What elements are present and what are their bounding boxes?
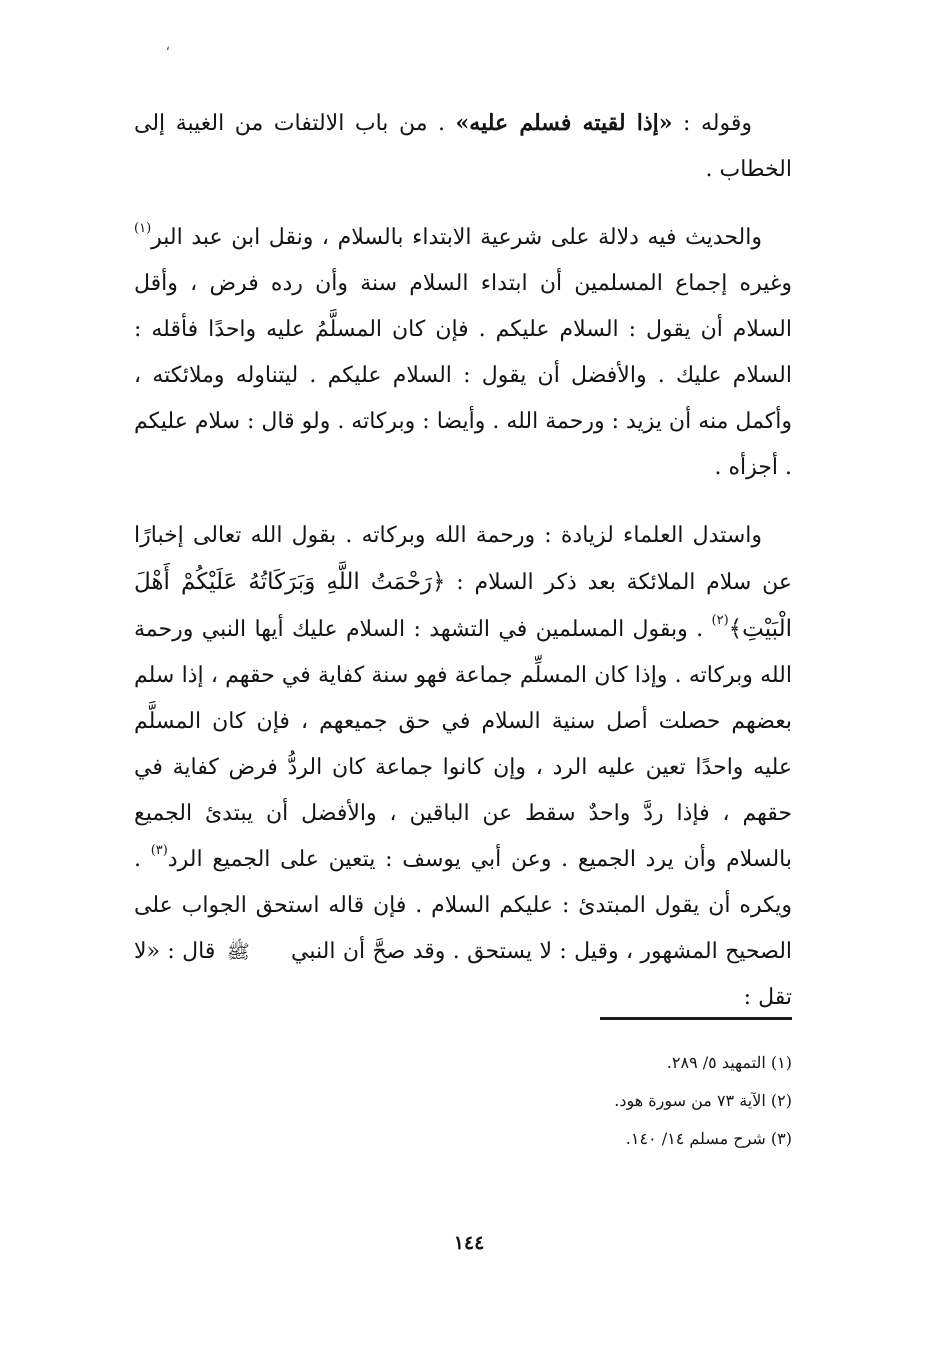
footnote-ref-1: (١) <box>134 221 152 236</box>
footnote-1: (١) التمهيد ٥/ ٢٨٩. <box>666 1053 792 1072</box>
p2-text-b: وغيره إجماع المسلمين أن ابتداء السلام سنة وأن رده فرض ، وأقل السلام أن يقول : السلام عليكم . فإن كان المسلَّمُ عليه واحدًا فأقله : السلام عليك . والأفضل أن يقول : السلام عليكم . ليتناوله وملائكته ، وأكمل منه أن يزيد : ورحمة الله . وأيضا : وبركاته . ولو قال : سلام عليكم . أجزأه . <box>134 271 792 480</box>
p1-before: وقوله : <box>672 111 752 136</box>
p3-text-b: . وبقول المسلمين في التشهد : السلام عليك أيها النبي ورحمة الله وبركاته . وإذا كان المسلِّم جماعة فهو سنة كفاية في حقهم ، إذا سلم بعضهم حصلت أصل سنية السلام في حق جميعهم ، فإن كان المسلَّم عليه واحدًا تعين عليه الرد ، وإن كانوا جماعة كان الردُّ فرض كفاية في حقهم ، فإذا ردَّ واحدٌ سقط عن الباقين ، والأفضل أن يبتدئ الجميع بالسلام وأن يرد الجميع . وعن أبي يوسف : يتعين على الجميع الرد <box>134 617 792 872</box>
hadith-quote-bold: «إذا لقيته فسلم عليه» <box>455 110 673 136</box>
corner-mark: ، <box>165 38 170 54</box>
footnote-ref-3: (٣) <box>150 843 168 858</box>
salawat-glyph: ﷺ <box>226 941 250 963</box>
p3-text-a: واستدل العلماء لزيادة : ورحمة الله وبركاته . بقول الله تعالى إخبارًا عن سلام الملائكة بعد ذكر السلام : <box>134 523 793 595</box>
footnote-divider <box>600 1017 792 1020</box>
p3-text-c: . ويكره أن يقول المبتدئ : عليكم السلام . فإن قاله استحق الجواب على الصحيح المشهور ، وقيل : لا يستحق . وقد صحَّ أن النبي <box>134 847 793 964</box>
paragraph-3 <box>134 513 792 1021</box>
footnotes-list <box>292 1044 792 1158</box>
footnote-2: (٢) الآية ٧٣ من سورة هود. <box>614 1091 792 1110</box>
quran-verse: ﴿رَحْمَتُ اللَّهِ وَبَرَكَاتُهُ عَلَيْكُمْ أَهْلَ الْبَيْتِ﴾ <box>134 569 792 642</box>
p2-text-a: والحديث فيه دلالة على شرعية الابتداء بالسلام ، ونقل ابن عبد البر <box>151 225 762 250</box>
footnote-3: (٣) شرح مسلم ١٤/ ١٤٠. <box>625 1129 792 1148</box>
paragraph-2 <box>134 215 792 491</box>
p3-text-d: قال : «لا تقل : <box>134 939 792 1010</box>
main-text <box>134 100 792 1043</box>
footnote-ref-2: (٢) <box>711 613 729 628</box>
p1-after: . من باب الالتفات من الغيبة إلى الخطاب . <box>134 111 792 182</box>
paragraph-1 <box>134 100 792 193</box>
page-number: ١٤٤ <box>453 1232 485 1254</box>
